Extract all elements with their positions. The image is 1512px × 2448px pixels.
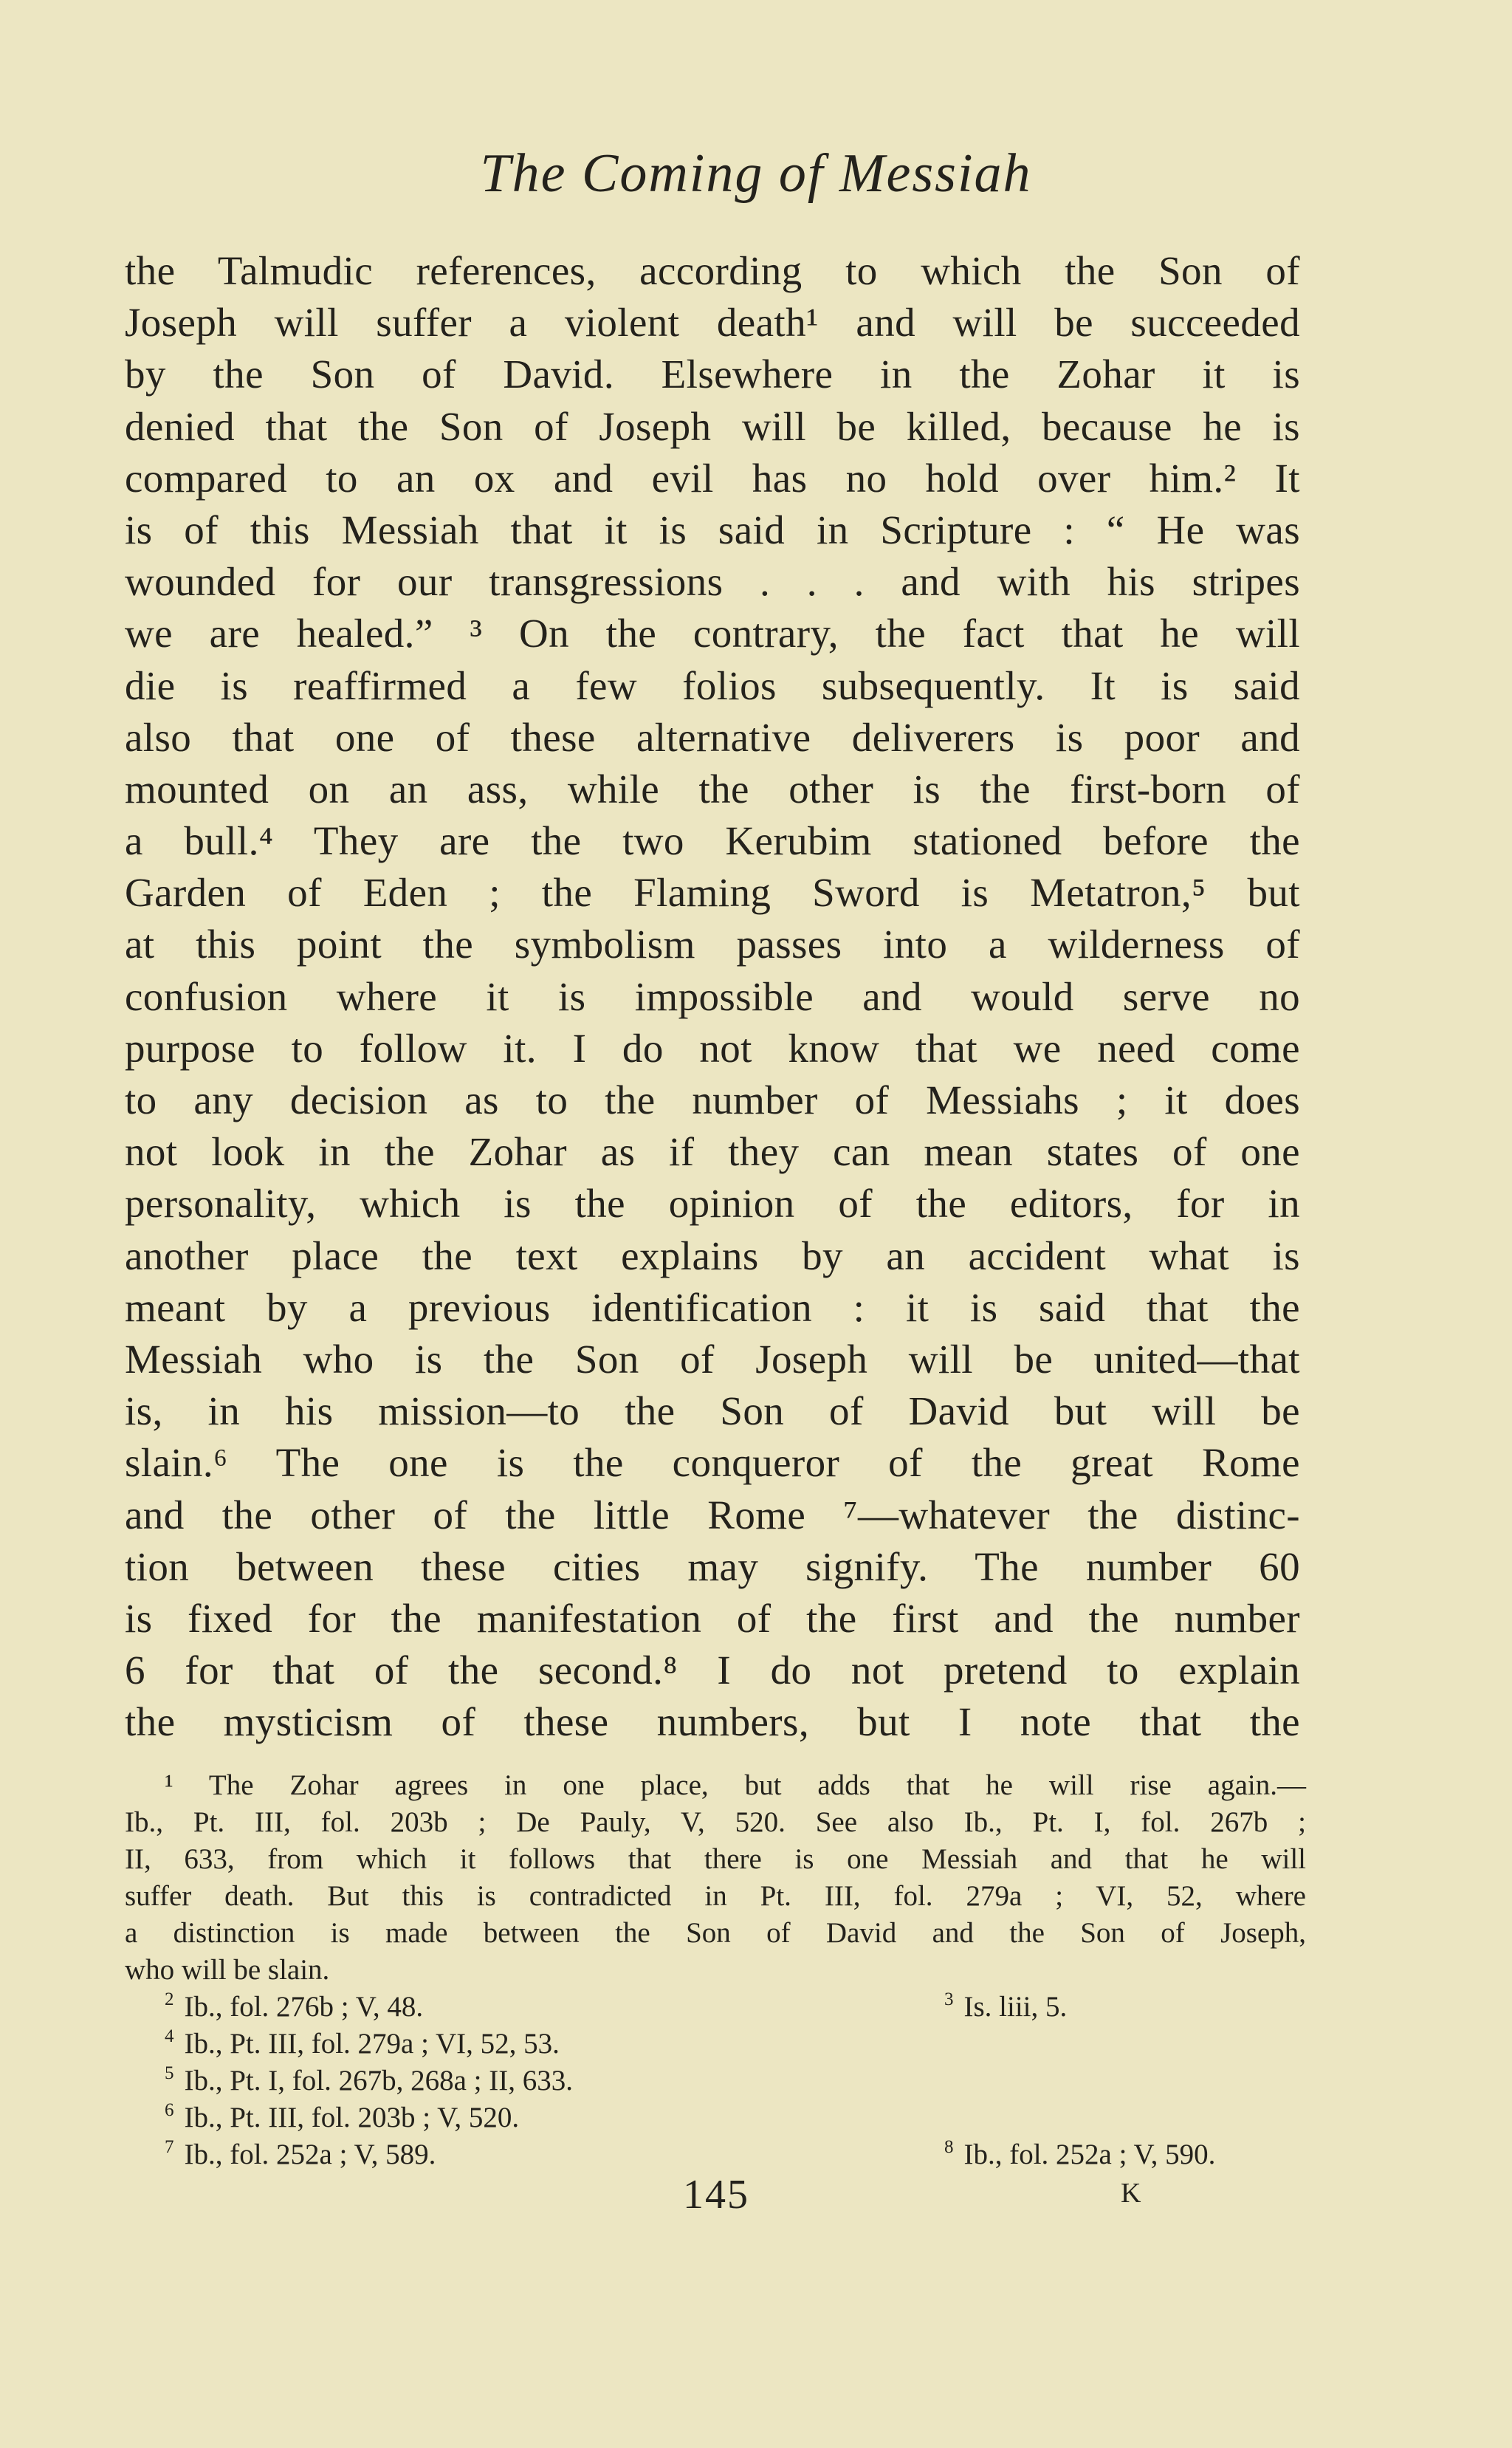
footnote-text: Ib., fol. 276b ; V, 48. xyxy=(184,1991,424,2023)
footnote-row xyxy=(125,2063,1306,2099)
body-line: wounded for our transgressions . . . and with his stripes xyxy=(125,559,1300,605)
footnote-row xyxy=(125,2026,1306,2063)
footnote-7: $^7$ Ib., fol. 252a ; V, 589. xyxy=(165,2137,436,2170)
body-line: confusion where it is impossible and would serve no xyxy=(125,973,1300,1019)
footnote-text: Is. liii, 5. xyxy=(963,1991,1068,2023)
footnote-text: Ib., Pt. III, fol. 203b ; V, 520. xyxy=(184,2102,520,2133)
body-line: 6 for that of the second.⁸ I do not pretend to explain xyxy=(125,1648,1300,1693)
footnote-2: $^2$ Ib., fol. 276b ; V, 48. xyxy=(165,1989,424,2023)
body-line: is fixed for the manifestation of the first and the number xyxy=(125,1595,1300,1641)
footnote-text: Ib., Pt. I, fol. 267b, 268a ; II, 633. xyxy=(184,2065,573,2096)
footnote-text: Ib., Pt. III, fol. 279a ; VI, 52, 53. xyxy=(184,2028,560,2060)
body-line: and the other of the little Rome ⁷—whatever the distinc- xyxy=(125,1492,1300,1537)
body-line: die is reaffirmed a few folios subsequently. It is said xyxy=(125,662,1300,708)
signature-mark: K xyxy=(1121,2178,1142,2209)
body-line: Messiah who is the Son of Joseph will be united—that xyxy=(125,1336,1300,1382)
footnote-8: $^8$ Ib., fol. 252a ; V, 590. xyxy=(944,2137,1216,2170)
footnote-text: Ib., fol. 252a ; V, 590. xyxy=(963,2139,1216,2170)
body-text xyxy=(125,245,1300,1748)
body-line: tion between these cities may signify. The number 60 xyxy=(125,1543,1300,1589)
footnote-line: a distinction is made between the Son of David and the Son of Joseph, xyxy=(125,1917,1306,1949)
footnote-5: $^5$ Ib., Pt. I, fol. 267b, 268a ; II, 633. xyxy=(165,2063,573,2096)
footnote-row xyxy=(125,2099,1306,2136)
body-line: is of this Messiah that it is said in Scripture : “ He was xyxy=(125,507,1300,552)
footnote-line: who will be slain. xyxy=(125,1954,330,1986)
footnote-3: $^3$ Is. liii, 5. xyxy=(944,1989,1068,2023)
footnotes xyxy=(125,1767,1306,2173)
body-line: is, in his mission—to the Son of David but will be xyxy=(125,1388,1300,1434)
footnote-line: II, 633, from which it follows that there is one Messiah and that he will xyxy=(125,1843,1306,1875)
page-number: 145 xyxy=(683,2172,749,2218)
body-line: by the Son of David. Elsewhere in the Zohar it is xyxy=(125,352,1300,397)
body-line: at this point the symbolism passes into a wilderness of xyxy=(125,922,1300,967)
body-line: denied that the Son of Joseph will be killed, because he is xyxy=(125,403,1300,449)
body-line: purpose to follow it. I do not know that we need come xyxy=(125,1025,1300,1071)
body-line: also that one of these alternative deliverers is poor and xyxy=(125,714,1300,760)
body-line: we are healed.” ³ On the contrary, the fact that he will xyxy=(125,611,1300,656)
footnote-1 xyxy=(125,1767,1306,1989)
body-line: personality, which is the opinion of the editors, for in xyxy=(125,1181,1300,1227)
body-line: mounted on an ass, while the other is the first-born of xyxy=(125,766,1300,812)
footnote-line: suffer death. But this is contradicted in Pt. III, fol. 279a ; VI, 52, where xyxy=(125,1880,1306,1912)
footnote-row xyxy=(125,1989,1306,2026)
body-line: slain.⁶ The one is the conqueror of the great Rome xyxy=(125,1440,1300,1486)
body-line: another place the text explains by an accident what is xyxy=(125,1232,1300,1278)
body-line: to any decision as to the number of Messiahs ; it does xyxy=(125,1077,1300,1122)
footnote-line: ¹ The Zohar agrees in one place, but adds that he will rise again.— xyxy=(165,1769,1306,1801)
body-line: the mysticism of these numbers, but I note that the xyxy=(125,1699,1300,1745)
running-head: The Coming of Messiah xyxy=(480,143,1032,204)
body-line: a bull.⁴ They are the two Kerubim stationed before the xyxy=(125,818,1300,864)
footnote-6: $^6$ Ib., Pt. III, fol. 203b ; V, 520. xyxy=(165,2100,520,2133)
body-line: not look in the Zohar as if they can mean states of one xyxy=(125,1129,1300,1175)
body-line: meant by a previous identification : it is said that the xyxy=(125,1284,1300,1330)
footnote-4: $^4$ Ib., Pt. III, fol. 279a ; VI, 52, 53. xyxy=(165,2026,560,2060)
footnote-row xyxy=(125,2136,1306,2173)
footnote-line: Ib., Pt. III, fol. 203b ; De Pauly, V, 520. See also Ib., Pt. I, fol. 267b ; xyxy=(125,1806,1306,1838)
body-line: the Talmudic references, according to which the Son of xyxy=(125,248,1300,293)
body-line: Joseph will suffer a violent death¹ and will be succeeded xyxy=(125,300,1300,346)
footnote-text: Ib., fol. 252a ; V, 589. xyxy=(184,2139,436,2170)
body-line: compared to an ox and evil has no hold over him.² It xyxy=(125,455,1300,501)
body-line: Garden of Eden ; the Flaming Sword is Metatron,⁵ but xyxy=(125,870,1300,916)
